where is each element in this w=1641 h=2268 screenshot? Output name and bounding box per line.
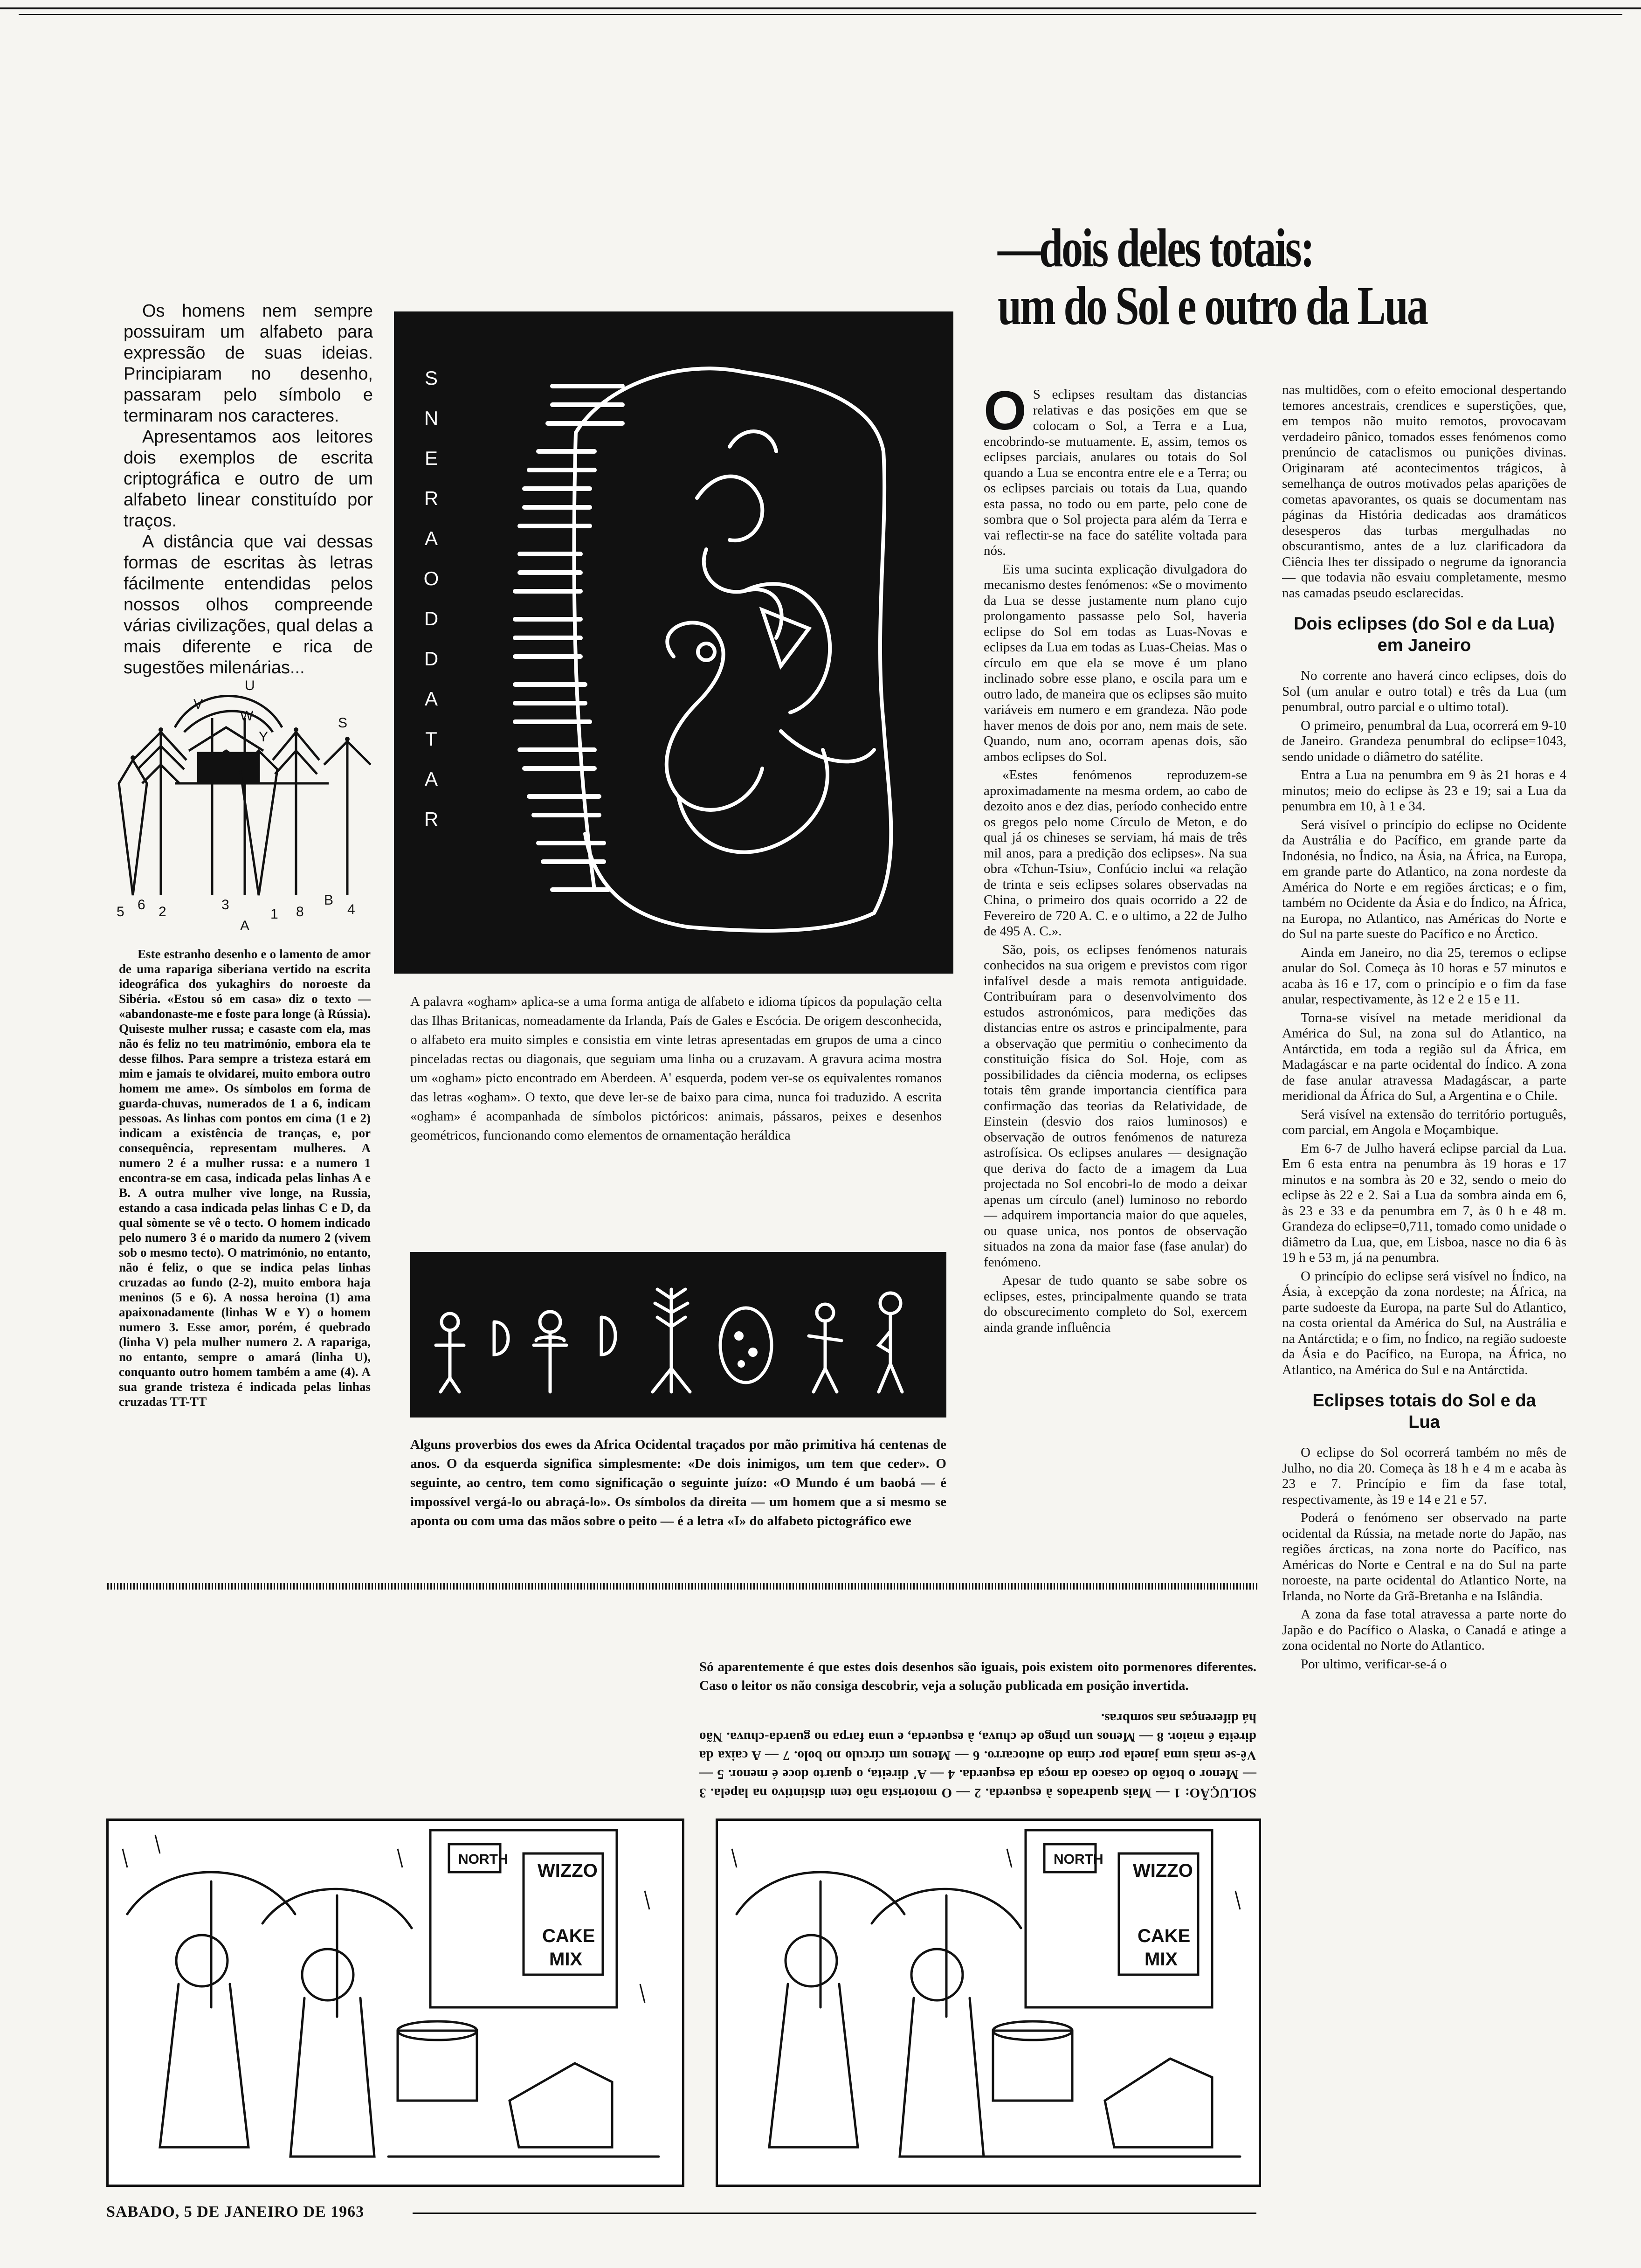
siberian-caption-text: Este estranho desenho e o lamento de amor de uma rapariga siberiana vertido na escrita ideográfica dos yukaghirs do noroeste da Sibéria. «Estou só em casa» diz o texto — «abandonaste-me e foste para longe (à Rússia). Quiseste mulher russa; e casaste com ela, mas não és feliz no teu matrimónio, embora ela te desse filhos. Para sempre a tristeza estará em mim e jamais te olvidarei, muito embora outro homem me ame». Os símbolos em forma de guarda-chuvas, numerados de 1 a 6, indicam pessoas. As linhas com pontos em cima (1 e 2) indicam a existência de tranças, e, por consequência, representam mulheres. A numero 2 é a mulher russa: e a numero 1 encontra-se em casa, indicada pelas linhas A e B. A outra mulher vive longe, na Russia, estando a casa indicada pelas linhas C e D, da qual sòmente se vê o tecto. O homem indicado pelo numero 3 é o marido da numero 2 (vivem sob o mesmo tecto). O matrimónio, no entanto, não é feliz, o que se indica pelas linhas cruzadas ao fundo (2-2), muito embora haja meninos (5 e 6). A nossa heroina (1) ama apaixonadamente (linhas W e Y) o homem numero 3. Esse amor, porém, é quebrado (linha V) pela mulher numero 2. A rapariga, no entanto, sempre o amará (linha U), conquanto outro homem também a ame (4). A sua grande tristeza é indicada pelas linhas cruzadas TT-TT xyxy=(119,947,371,1409)
sign-wizzo: WIZZO xyxy=(538,1860,598,1881)
article-column-1 xyxy=(984,387,1247,1574)
siberian-label-4: 4 xyxy=(347,902,355,917)
sign-wizzo: WIZZO xyxy=(1133,1860,1193,1881)
article-paragraph: Poderá o fenómeno ser observado na parte ocidental da Rússia, na metade norte do Japão, nas regiões árcticas, na zona norte do Pacífico, nas Américas do Norte e Central e na do Sul na parte noroeste, na parte ocidental do Atlantico Norte, na Irlanda, no Norte da Grã-Bretanha e na Islândia. xyxy=(1282,1510,1566,1604)
headline-line-1: —dois deles totais: xyxy=(998,217,1314,278)
intro-paragraph: Apresentamos aos leitores dois exemplos de escrita criptográfica e outro de um alfabeto linear constituído por traços. xyxy=(124,427,373,531)
ogham-letter: R xyxy=(424,487,439,509)
siberian-drawing xyxy=(105,676,378,942)
ogham-letter: S xyxy=(424,367,438,389)
article-paragraph: A zona da fase total atravessa a parte norte do Japão e do Pacífico o Alaska, o Canadá e atinge a zona ocidental no Norte do Atlantico. xyxy=(1282,1607,1566,1653)
siberian-label-u: U xyxy=(245,678,255,693)
siberian-label-v: V xyxy=(193,697,203,712)
ogham-letter: A xyxy=(424,768,438,790)
siberian-label-3: 3 xyxy=(221,897,229,913)
cartoon-right-drawing xyxy=(718,1821,1259,2185)
article-paragraph: Será visível na extensão do território português, com parcial, em Angola e Moçambique. xyxy=(1282,1106,1566,1137)
ogham-caption xyxy=(410,992,942,1145)
ogham-caption-text: A palavra «ogham» aplica-se a uma forma antiga de alfabeto e idioma típicos da população celta das Ilhas Britanicas, nomeadamente da Irlanda, País de Gales e Escócia. De origem desconhecida, o alfabeto era muito simples e consistia em vinte letras apresentadas em grupos de uma a cinco pinceladas rectas ou diagonais, que seguiam uma linha ou a cruzavam. A gravura acima mostra um «ogham» picto encontrado em Aberdeen. A' esquerda, podem ver-se os equivalentes romanos das letras «ogham». O texto, que deve ler-se de baixo para cima, nunca foi traduzido. A escrita «ogham» é acompanhada de símbolos pictóricos: animais, pássaros, peixes e desenhos geométricos, funcionando como elementos de ornamentação heráldica xyxy=(410,994,942,1143)
puzzle-intro-text: Só aparentemente é que estes dois desenhos são iguais, pois existem oito pormenores diferentes. Caso o leitor os não consiga descobrir, veja a solução publicada em posição invertida. xyxy=(699,1660,1256,1693)
ogham-letter: D xyxy=(424,608,439,629)
siberian-label-y: Y xyxy=(259,729,269,745)
intro-text xyxy=(124,301,373,678)
article-paragraph: No corrente ano haverá cinco eclipses, dois do Sol (um anular e outro total) e três da Lua (um penumbral, outro parcial e o ultimo total). xyxy=(1282,668,1566,714)
siberian-label-a: A xyxy=(240,918,250,933)
cartoon-right xyxy=(716,1819,1261,2187)
ogham-letter: T xyxy=(425,728,437,750)
sign-mix: MIX xyxy=(549,1949,583,1970)
article-paragraph: S eclipses resultam das distancias relativas e das posições em que se colocam o Sol, a Terra e a Lua, encobrindo-se mutuamente. E, assim, temos os eclipses parciais, anulares ou totais do Sol quando a Lua se encontra entre ele e a Terra; ou os eclipses parciais ou totais da Lua, quando esta passa, no todo ou em parte, pelo cone de sombra que o Sol projecta para além da Terra e vai reflectir-se na face do satélite voltada para nós. xyxy=(984,387,1247,558)
section-divider xyxy=(107,1583,1259,1590)
subhead-january: Dois eclipses (do Sol e da Lua) em Janeiro xyxy=(1294,614,1555,655)
sign-north: NORTH xyxy=(1054,1852,1103,1867)
siberian-label-w: W xyxy=(240,708,254,724)
ogham-letter: E xyxy=(424,447,438,469)
siberian-label-b: B xyxy=(324,892,334,908)
siberian-label-5: 5 xyxy=(117,904,124,920)
cartoon-left-drawing xyxy=(109,1821,682,2185)
sign-cake: CAKE xyxy=(542,1926,595,1946)
ogham-letter: R xyxy=(424,808,439,830)
article-paragraph: O eclipse do Sol ocorrerá também no mês de Julho, no dia 20. Começa às 18 h e 4 m e acaba às 23 e 7. Princípio e fim da fase total, respectivamente, às 19 e 14 e 21 e 57. xyxy=(1282,1445,1566,1507)
footer-rule xyxy=(413,2213,1256,2214)
siberian-label-1: 1 xyxy=(270,906,278,922)
subhead-total-eclipses: Eclipses totais do Sol e da Lua xyxy=(1312,1391,1536,1432)
sign-mix: MIX xyxy=(1145,1949,1178,1970)
ogham-letter: A xyxy=(424,688,438,710)
intro-paragraph: A distância que vai dessas formas de escritas às letras fácilmente entendidas pelos nossos olhos compreende várias civilizações, qual delas a mais diferente e rica de sugestões milenárias... xyxy=(124,532,373,678)
article-paragraph: O primeiro, penumbral da Lua, ocorrerá em 9-10 de Janeiro. Grandeza penumbral do eclipse=1043, sendo unidade o diâmetro do satélite. xyxy=(1282,718,1566,764)
puzzle-solution xyxy=(699,1709,1256,1802)
siberian-caption xyxy=(119,947,371,1412)
article-paragraph: Eis uma sucinta explicação divulgadora do mecanismo destes fenómenos: «Se o movimento da Lua se desse justamente num plano cujo prolongamento passasse pelo Sol, haveria eclipse do Sol em todas as Luas-Novas e eclipses da Lua em todas as Luas-Cheias. Mas o círculo em que ela se move é um plano inclinado sobre esse plano, e oscila para um e outro lado, de maneira que os eclipses são muito variáveis em numero e em grandeza. Não pode haver menos de dois por ano, nem mais de sete. Quando, num ano, ocorram apenas dois, são ambos eclipses do Sol. xyxy=(984,561,1247,764)
siberian-label-6: 6 xyxy=(138,897,145,913)
article-paragraph: Por ultimo, verificar-se-á o xyxy=(1301,1656,1447,1672)
siberian-label-8: 8 xyxy=(296,904,304,920)
dropcap: O xyxy=(984,387,1027,442)
sign-north: NORTH xyxy=(458,1852,508,1867)
ogham-letter: N xyxy=(424,407,439,429)
top-rule xyxy=(0,7,1641,9)
ogham-letter: O xyxy=(423,567,439,589)
ogham-letter: A xyxy=(424,527,438,549)
siberian-label-2: 2 xyxy=(159,904,166,920)
ewe-caption-text: Alguns proverbios dos ewes da Africa Ocidental traçados por mão primitiva há centenas de anos. O da esquerda significa simplesmente: «De dois inimigos, um tem que ceder». O seguinte, ao centro, tem como significação o seguinte juízo: «O Mundo é um baobá — é impossível vergá-lo ou abraçá-lo». Os símbolos da direita — um homem que a si mesmo se aponta ou com uma das mãos sobre o peito — é a letra «I» do alfabeto pictográfico ewe xyxy=(410,1437,946,1528)
sign-cake: CAKE xyxy=(1138,1926,1191,1946)
article-paragraph: «Estes fenómenos reproduzem-se aproximadamente na mesma ordem, ao cabo de dezoito anos e dez dias, período conhecido entre os gregos pelo nome Círculo de Meton, e do qual já os chineses se serviam, há mais de três mil anos, para a predição dos eclipses». Na sua obra «Tchun-Tsiu», Confúcio inclui «a relação de trinta e seis eclipses solares observadas na China, o primeiro dos quais ocorrido a 22 de Fevereiro de 720 A. C. e o ultimo, a 22 de Julho de 495 A. C.». xyxy=(984,768,1247,939)
article-paragraph: Será visível o princípio do eclipse no Ocidente da Austrália e do Pacífico, em grande parte da Indonésia, no Índico, na Ásia, na África, na Europa, em grande parte do Atlantico, na zona nordeste da América do Norte e em regiões árcticas; e o fim, também no Ocidente da Ásia e do Índico, na África, na Europa, no Atlantico, nas Américas do Norte e do Sul na parte sueste do Pacífico e no Árctico. xyxy=(1282,817,1566,941)
headline xyxy=(998,219,1427,335)
article-paragraph: São, pois, os eclipses fenómenos naturais conhecidos na sua origem e previstos com rigor infalível desde a mais remota antiguidade. Contribuíram para o desenvolvimento dos estudos astronómicos, para medições das distancias entre os astros e principalmente, para a observação que permitiu o conhecimento da constituição física do Sol. Hoje, com as possibilidades da ciência moderna, os eclipses totais têm grande importancia científica para confirmação das teorias da Relatividade, de Einstein (desvio dos raios luminosos) e observação de outros fenómenos de natureza astrofísica. Os eclipses anulares — designação que deriva do facto de a imagem da Lua projectada no Sol encobri-lo de modo a deixar apenas um círculo (anel) luminoso no rebordo — adquirem importancia maior do que aqueles, ou quase unica, nos pontos de observação situados na zona da maior fase (fase anular) do fenómeno. xyxy=(984,942,1247,1270)
article-paragraph: Torna-se visível na metade meridional da América do Sul, na zona sul do Atlantico, na Antárctida, em toda a região sul da África, em Madagáscar e na parte ocidental do Índico. A zona de fase anular atravessa Madagáscar, a parte meridional da África do Sul, a Argentina e o Chile. xyxy=(1282,1010,1566,1103)
article-paragraph: Entra a Lua na penumbra em 9 às 21 horas e 4 minutos; meio do eclipse às 23 e 19; sai a Lua da penumbra em 10, à 1 e 34. xyxy=(1282,768,1566,814)
footer-date: SABADO, 5 DE JANEIRO DE 1963 xyxy=(106,2203,365,2220)
article-paragraph: Ainda em Janeiro, no dia 25, teremos o eclipse anular do Sol. Começa às 10 horas e 57 minutos e acaba às 16 e 17, com o princípio e o fim da fase anular, respectivamente, às 12 e 2 e 15 e 11. xyxy=(1282,945,1566,1007)
puzzle-solution-text: SOLUÇÃO: 1 — Mais quadrados à esquerda. 2 — O motorista não tem distintivo na lapela. 3 — Menor o botão do casaco da moça da esquerda. 4 — A' direita, o quarto doce é menor. 5 — Vê-se mais uma janela por cima do autocarro. 6 — Menos um círculo no bolo. 7 — A caixa da direita é maior. 8 — Menos um pingo de chuva, à esquerda, e uma farpa no guarda-chuva. Não há diferenças nas sombras. xyxy=(699,1711,1256,1800)
article-column-2 xyxy=(1282,382,1566,2229)
siberian-label-s: S xyxy=(338,715,348,731)
headline-line-2: um do Sol e outro da Lua xyxy=(998,275,1427,336)
intro-paragraph: Os homens nem sempre possuiram um alfabeto para expressão de suas ideias. Principiaram no desenho, passaram pelo símbolo e terminaram nos caracteres. xyxy=(124,301,373,426)
ogham-image xyxy=(394,311,953,974)
ogham-roman-equivalents xyxy=(417,358,445,839)
top-rule-thin xyxy=(19,14,1622,15)
article-paragraph: Apesar de tudo quanto se sabe sobre os eclipses, estes, principalmente quando se trata do obscurecimento completo do Sol, exercem ainda grande influência xyxy=(984,1273,1247,1335)
article-paragraph: Em 6-7 de Julho haverá eclipse parcial da Lua. Em 6 esta entra na penumbra às 19 horas e 17 minutos e na sombra às 20 e 32, sendo o meio do eclipse às 22 e 2. Sai a Lua da sombra ainda em 6, às 23 e 33 e da penumbra em 7, às 0 h e 48 m. Grandeza do eclipse=0,711, tomado como unidade o diâmetro da Lua, que, em Lisboa, nasce no dia 6 às 19 h e 53 m, já na penumbra. xyxy=(1282,1141,1566,1265)
ewe-caption xyxy=(410,1435,946,1531)
ewe-proverbs-image xyxy=(410,1252,946,1418)
ogham-stone-drawing xyxy=(455,330,939,955)
ewe-symbols-drawing xyxy=(410,1252,946,1418)
ogham-letter: D xyxy=(424,648,439,670)
cartoon-left xyxy=(106,1819,684,2187)
article-paragraph: O princípio do eclipse será visível no Índico, na Ásia, à excepção da zona nordeste; na África, na parte sudoeste da Europa, na parte Sul do Atlantico, na costa oriental da América do Sul, na Austrália e na Antárctida; e o fim, no Índico, na região sudoeste da Ásia e do Pacífico, na Europa, na África, no Atlantico, na América do Sul e na Antárctida. xyxy=(1282,1268,1566,1377)
puzzle-intro xyxy=(699,1658,1256,1695)
article-paragraph: nas multidões, com o efeito emocional despertando temores ancestrais, crendices e superstições, que, em tempos não muito remotos, provocavam verdadeiro pânico, tomados esses fenómenos como prenúncio de cataclismos ou punições divinas. Originaram até acontecimentos trágicos, à semelhança de outros motivados pelas aparições de cometas apavorantes, os quais se documentam nas páginas da História dedicadas aos dramáticos desesperos das turbas mergulhadas no obscurantismo, antes de a luz clarificadora da Ciência lhes ter dissipado o negrume da ignorancia — que todavia não esvaiu completamente, mesmo nas camadas pseudo esclarecidas. xyxy=(1282,382,1566,601)
